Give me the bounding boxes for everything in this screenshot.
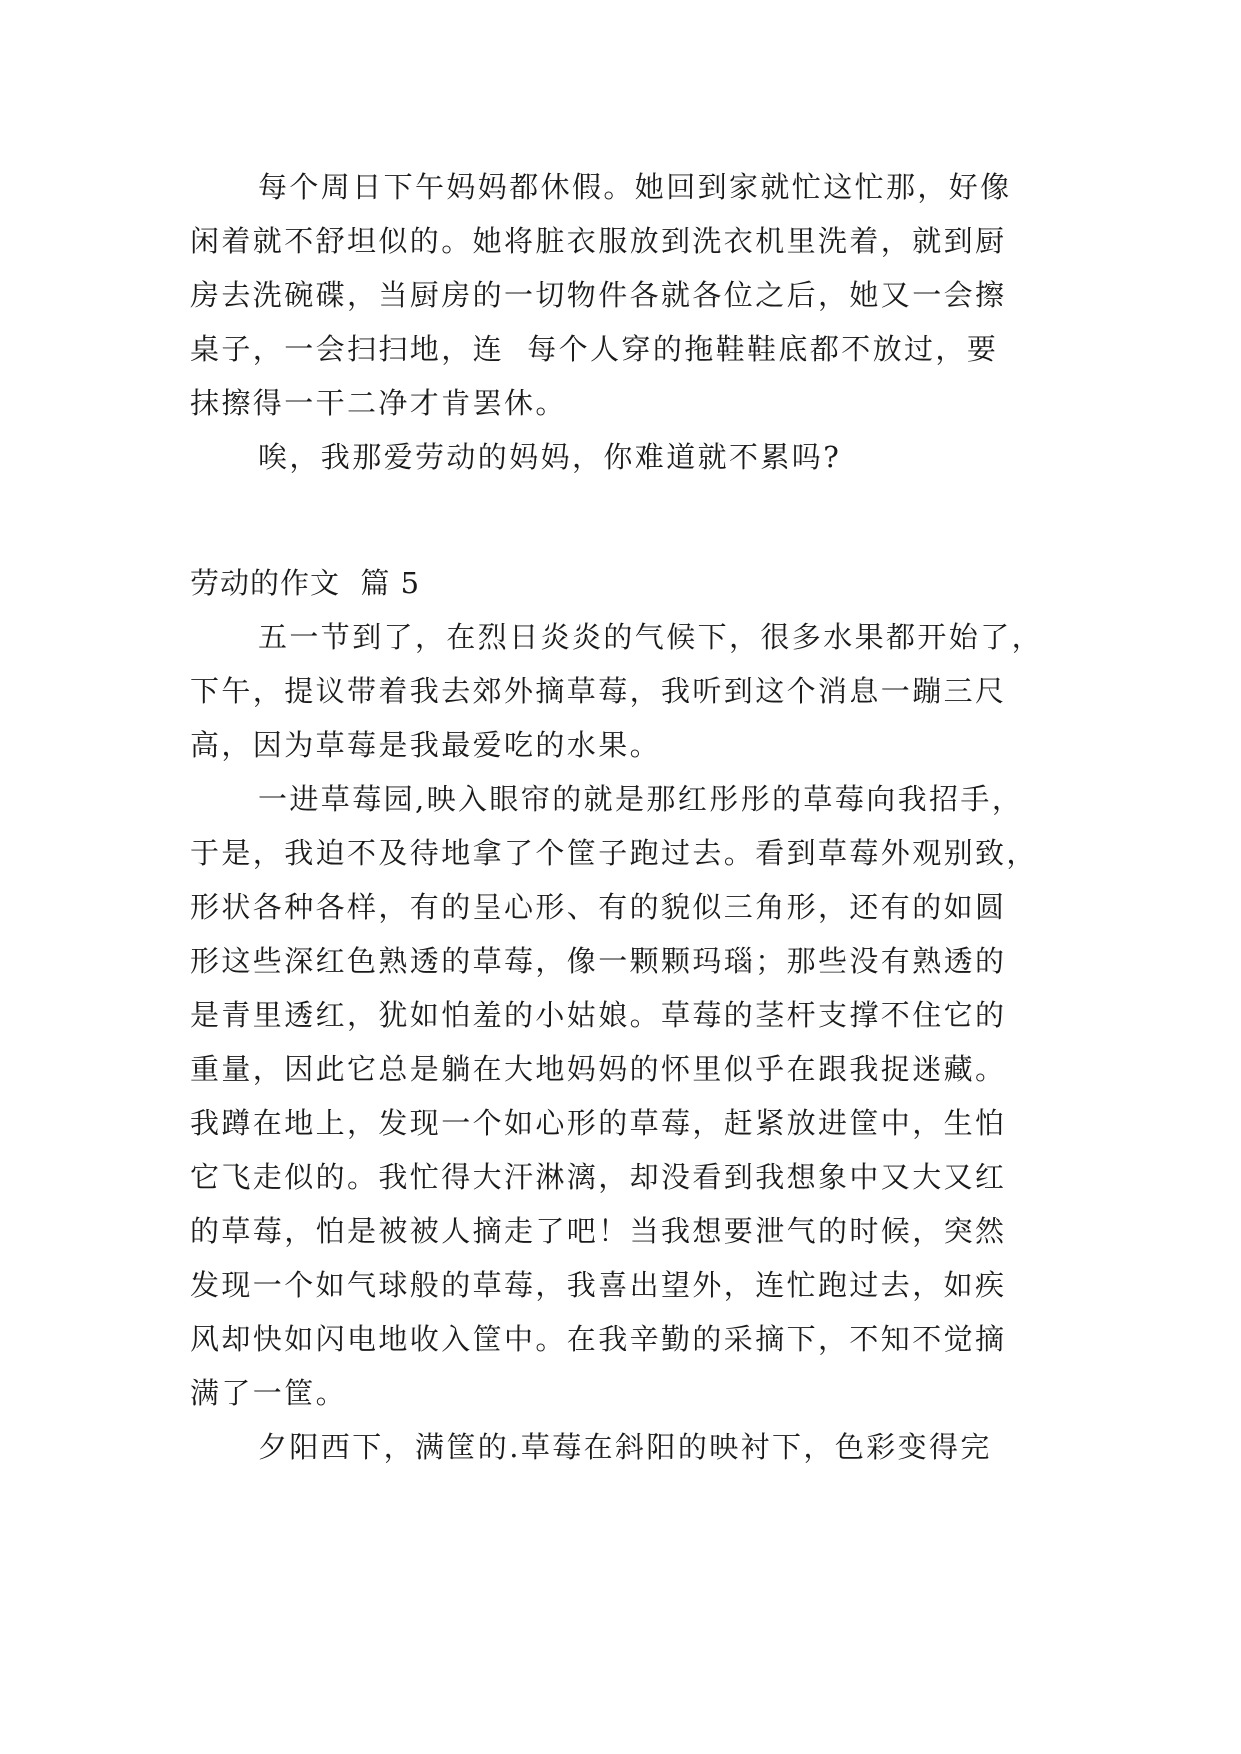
paragraph-line: 形这些深红色熟透的草莓，像一颗颗玛瑙；那些没有熟透的 <box>190 944 1007 978</box>
paragraph-line: 它飞走似的。我忙得大汗淋漓，却没看到我想象中又大又红 <box>190 1160 1007 1194</box>
paragraph-line: 高，因为草莓是我最爱吃的水果。 <box>190 728 662 762</box>
paragraph-line: 形状各种各样，有的呈心形、有的貌似三角形，还有的如圆 <box>190 890 1007 924</box>
paragraph-line: 我蹲在地上，发现一个如心形的草莓，赶紧放进筐中，生怕 <box>190 1106 1007 1140</box>
paragraph-line: 风却快如闪电地收入筐中。在我辛勤的采摘下，不知不觉摘 <box>190 1322 1007 1356</box>
paragraph-line: 唉，我那爱劳动的妈妈，你难道就不累吗? <box>258 440 842 474</box>
paragraph-line: 于是，我迫不及待地拿了个筐子跑过去。看到草莓外观别致， <box>190 836 1038 870</box>
section-heading: 劳动的作文 篇 5 <box>190 566 421 600</box>
paragraph-line: 满了一筐。 <box>190 1376 348 1410</box>
paragraph-line: 重量，因此它总是躺在大地妈妈的怀里似乎在跟我捉迷藏。 <box>190 1052 1007 1086</box>
paragraph-line: 是青里透红，犹如怕羞的小姑娘。草莓的茎杆支撑不住它的 <box>190 998 1007 1032</box>
paragraph-line: 一进草莓园,映入眼帘的就是那红彤彤的草莓向我招手， <box>258 782 1024 816</box>
paragraph-line: 夕阳西下，满筐的.草莓在斜阳的映衬下，色彩变得完 <box>258 1430 992 1464</box>
paragraph-line: 抹擦得一干二净才肯罢休。 <box>190 386 567 420</box>
paragraph-line: 下午，提议带着我去郊外摘草莓，我听到这个消息一蹦三尺 <box>190 674 1007 708</box>
paragraph-line: 的草莓，怕是被被人摘走了吧！当我想要泄气的时候，突然 <box>190 1214 1007 1248</box>
paragraph-line: 闲着就不舒坦似的。她将脏衣服放到洗衣机里洗着，就到厨 <box>190 224 1007 258</box>
paragraph-line: 桌子，一会扫扫地，连 每个人穿的拖鞋鞋底都不放过，要 <box>190 332 999 366</box>
paragraph-line: 发现一个如气球般的草莓，我喜出望外，连忙跑过去，如疾 <box>190 1268 1007 1302</box>
paragraph-line: 每个周日下午妈妈都休假。她回到家就忙这忙那，好像 <box>258 170 1012 204</box>
paragraph-line: 房去洗碗碟，当厨房的一切物件各就各位之后，她又一会擦 <box>190 278 1007 312</box>
paragraph-line: 五一节到了，在烈日炎炎的气候下，很多水果都开始了， <box>258 620 1044 654</box>
